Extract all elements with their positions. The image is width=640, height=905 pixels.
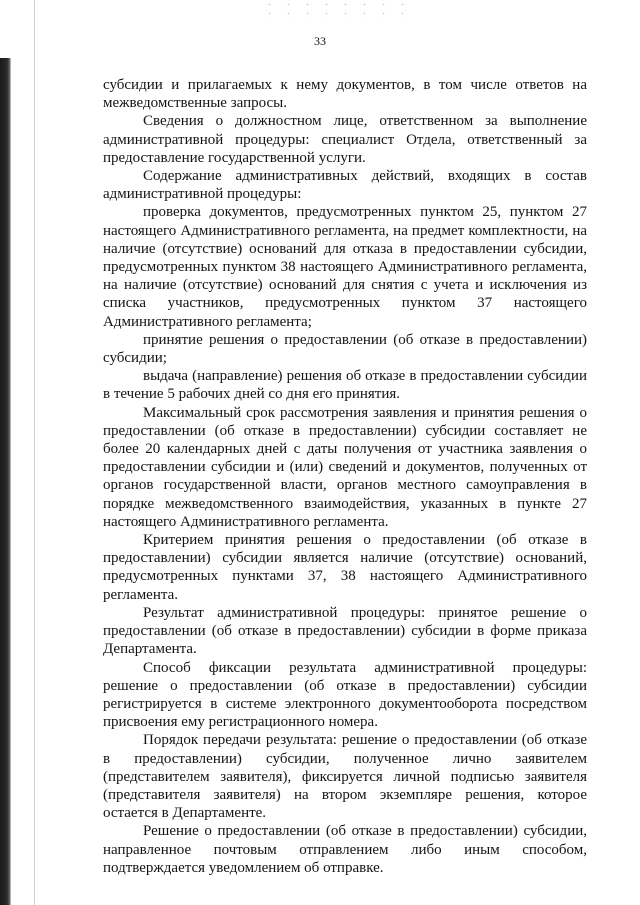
paragraph-maximum-term: Максимальный срок рассмотрения заявления и принятия решения о предоставлении (об отказе в предоставлении) субсидии составляет не более 20 календарных дней с даты получения от участника заявления о предоставлении субсидии и (или) сведений и документов, полученных от органов государственной власти, органов местного самоуправления в порядке межведомственного взаимодействия, указанных в пункте 27 настоящего Административного регламента.: [103, 404, 587, 530]
paragraph-result-recording: Способ фиксации результата административной процедуры: решение о предоставлении (об отказе в предоставлении) субсидии регистрируется в системе электронного документооборота посредством присвоения ему регистрационного номера.: [103, 659, 587, 731]
paragraph-procedure-content: Содержание административных действий, входящих в состав административной процедуры:: [103, 168, 587, 203]
document-body: [103, 76, 587, 877]
paragraph-refusal-issuance: выдача (направление) решения об отказе в предоставлении субсидии в течение 5 рабочих дней со дня его принятия.: [103, 368, 587, 403]
paragraph-decision-making: принятие решения о предоставлении (об отказе в предоставлении) субсидии;: [103, 331, 587, 367]
paragraph-result-transfer: Порядок передачи результата: решение о предоставлении (об отказе в предоставлении) субсидии, полученное лично заявителем (представителем заявителя), фиксируется личной подписью заявителя (представителя заявителя) на втором экземпляре решения, которое остается в Департаменте.: [103, 732, 587, 822]
scan-specks: [260, 0, 410, 22]
scan-shadow-left: [0, 58, 11, 905]
paragraph-continuation: субсидии и прилагаемых к нему документов, в том числе ответов на межведомственные запросы.: [103, 77, 587, 112]
paragraph-procedure-result: Результат административной процедуры: принятое решение о предоставлении (об отказе в предоставлении) субсидии в форме приказа Департамента.: [103, 604, 587, 658]
page-number: 33: [314, 34, 326, 48]
scan-edge-line: [34, 0, 35, 905]
paragraph-decision-criterion: Критерием принятия решения о предоставлении (об отказе в предоставлении) субсидии является наличие (отсутствие) оснований, предусмотренных пунктами 37, 38 настоящего Административного регламента.: [103, 532, 587, 603]
paragraph-responsible-person: Сведения о должностном лице, ответственном за выполнение административной процедуры: специалист Отдела, ответственный за предоставление государственной услуги.: [103, 113, 587, 166]
paragraph-document-check: проверка документов, предусмотренных пунктом 25, пунктом 27 настоящего Административного регламента, на предмет комплектности, на наличие (отсутствие) оснований для отказа в предоставлении субсидии, предусмотренных пунктом 38 настоящего Административного регламента, на наличие (отсутствие) оснований для снятия с учета и исключения из списка участников, предусмотренных пунктом 37 настоящего Административного регламента;: [103, 204, 587, 330]
paragraph-postal-delivery: Решение о предоставлении (об отказе в предоставлении) субсидии, направленное почтовым отправлением либо иным способом, подтверждается уведомлением об отправке.: [103, 823, 587, 876]
